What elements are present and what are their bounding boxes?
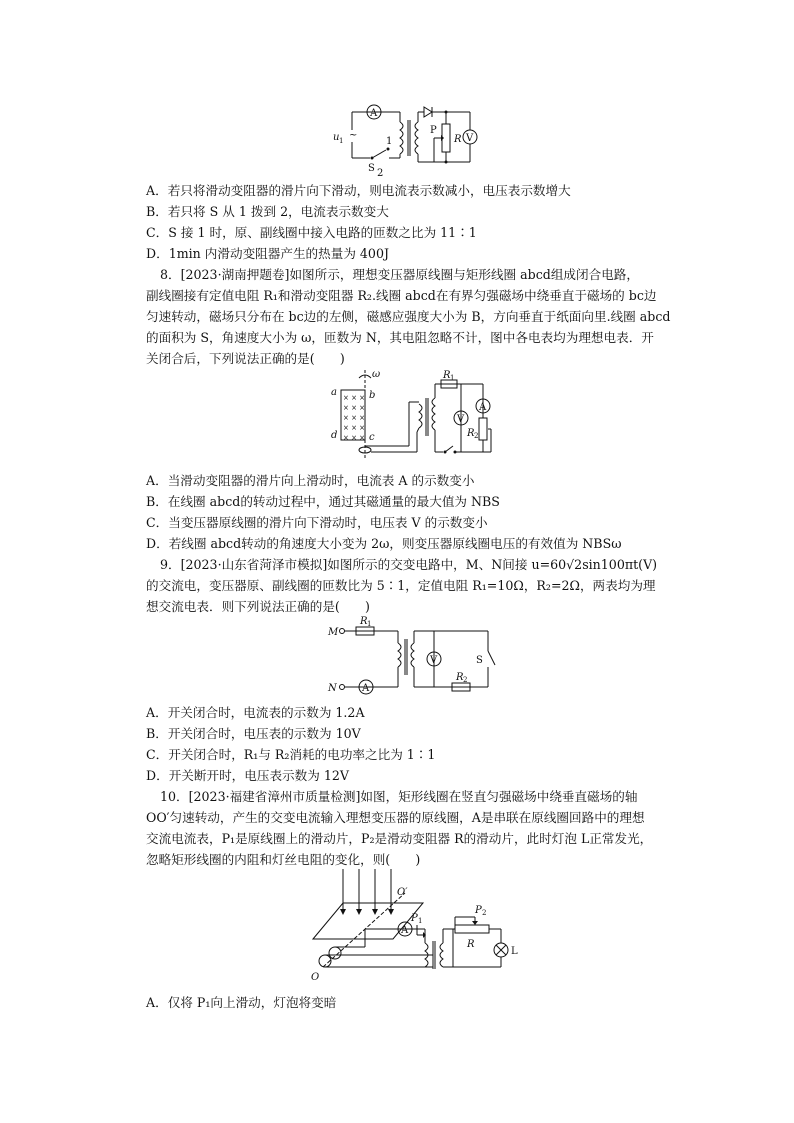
fig2-r1-label: R: [443, 370, 451, 381]
fig3-r2-sub: 2: [463, 676, 468, 684]
svg-text:× × ×: × × ×: [343, 404, 366, 412]
fig1-pos1: 1: [386, 136, 393, 147]
fig2-label-a: a: [331, 387, 337, 398]
q8-option-d: D．若线圈 abcd转动的角速度大小变为 2ω，则变压器原线圈电压的有效值为 NBSω: [146, 536, 622, 551]
fig2-r1-sub: 1: [450, 374, 455, 382]
fig4-axis: [323, 893, 405, 967]
svg-text:× × ×: × × ×: [343, 414, 366, 422]
fig1-resistor-label: R: [454, 134, 462, 145]
fig3-switch-label: S: [476, 655, 483, 666]
q8-stem-3: 匀速转动，磁场只分布在 bc边的左侧，磁感应强度大小为 B，方向垂直于纸面向里.线圈 abcd: [146, 309, 671, 324]
q8-stem-4: 的面积为 S，角速度大小为 ω，匝数为 N，其电阻忽略不计，图中各电表均为理想电表．开: [146, 330, 654, 345]
q8-option-a: A．当滑动变阻器的滑片向上滑动时，电流表 A 的示数变小: [146, 473, 475, 488]
q9-stem-2: 的交流电，变压器原、副线圈的匝数比为 5∶1，定值电阻 R₁=10Ω，R₂=2Ω，两表均为理: [146, 578, 656, 593]
fig2-omega: ω: [372, 369, 381, 380]
q8-stem-1: 8．[2023·湖南押题卷]如图所示，理想变压器原线圈与矩形线圈 abcd组成闭合电路，: [160, 267, 639, 282]
svg-text:× × ×: × × ×: [343, 434, 366, 442]
q7-option-d: D．1min 内滑动变阻器产生的热量为 400J: [146, 246, 390, 261]
fig3-r2-label: R: [456, 672, 464, 683]
fig4-field-arrows: [340, 869, 394, 915]
svg-text:× × ×: × × ×: [343, 424, 366, 432]
q10-stem-4: 忽略矩形线圈的内阻和灯丝电阻的变化，则( ): [146, 852, 421, 867]
fig3-r1-sub: 1: [367, 620, 372, 628]
fig1-source-label: u: [333, 132, 340, 143]
fig3-voltmeter-label: V: [430, 655, 438, 666]
fig2-r2-sub: 2: [474, 432, 479, 440]
fig1-slider-label: P: [430, 125, 437, 136]
fig4-p1-label: P: [411, 913, 418, 924]
fig4-p1-sub: 1: [418, 917, 423, 925]
fig2-label-d: d: [331, 430, 338, 441]
fig2-label-b: b: [369, 390, 376, 401]
q8-option-c: C．当变压器原线圈的滑片向下滑动时，电压表 V 的示数变小: [146, 515, 488, 530]
fig4-p2-sub: 2: [482, 909, 487, 917]
fig4-resistor-label: R: [467, 939, 475, 950]
fig4-label-o: O: [311, 972, 320, 983]
fig1-source-sub: 1: [339, 137, 344, 145]
q7-option-a: A．若只将滑动变阻器的滑片向下滑动，则电流表示数减小，电压表示数增大: [146, 183, 571, 198]
q9-option-a: A．开关闭合时，电流表的示数为 1.2A: [146, 705, 365, 720]
fig3-ammeter-label: A: [362, 683, 370, 694]
fig3-label-n: N: [328, 683, 337, 694]
fig2-r2: [479, 418, 487, 440]
svg-text:× × ×: × × ×: [343, 394, 366, 402]
fig2-ammeter-label: A: [479, 402, 487, 413]
q9-option-d: D．开关断开时，电压表示数为 12V: [146, 768, 349, 783]
fig3-r1-label: R: [360, 616, 368, 627]
fig1-pos2: 2: [377, 168, 384, 179]
fig4-lamp-label: L: [511, 946, 518, 957]
fig2-voltmeter-label: V: [457, 414, 465, 425]
fig1-voltmeter-label: V: [466, 133, 474, 144]
fig2-field-marks: [343, 394, 365, 442]
q9-stem-1: 9．[2023·山东省菏泽市模拟]如图所示的交变电路中，M、N间接 u=60√2sin100πt(V): [160, 557, 658, 572]
q8-option-b: B．在线圈 abcd的转动过程中，通过其磁通量的最大值为 NBS: [146, 494, 500, 509]
q7-option-c: C．S 接 1 时，原、副线圈中接入电路的匝数之比为 11∶1: [146, 225, 477, 240]
q8-stem-5: 关闭合后，下列说法正确的是( ): [146, 351, 345, 366]
q8-stem-2: 副线圈接有定值电阻 R₁和滑动变阻器 R₂.线圈 abcd在有界匀强磁场中绕垂直于磁场的 bc边: [146, 288, 657, 303]
q10-stem-2: OO′匀速转动，产生的交变电流输入理想变压器的原线圈，A是串联在原线圈回路中的理想: [146, 810, 645, 825]
fig4-p2-label: P: [475, 905, 482, 916]
q9-option-b: B．开关闭合时，电压表的示数为 10V: [146, 726, 361, 741]
q7-option-b: B．若只将 S 从 1 拨到 2，电流表示数变大: [146, 204, 389, 219]
fig2-label-c: c: [369, 432, 375, 443]
q9-option-c: C．开关闭合时，R₁与 R₂消耗的电功率之比为 1∶1: [146, 747, 436, 762]
figure-2-circuit: [325, 368, 500, 463]
q9-stem-3: 想交流电表．则下列说法正确的是( ): [146, 599, 370, 614]
fig4-resistor: [455, 925, 489, 933]
figure-3-circuit: [328, 615, 503, 695]
fig1-ammeter-label: A: [370, 108, 378, 119]
q10-stem-1: 10．[2023·福建省漳州市质量检测]如图，矩形线圈在竖直匀强磁场中绕垂直磁场的轴: [160, 789, 638, 804]
q10-stem-3: 交流电流表，P₁是原线圈上的滑动片，P₂是滑动变阻器 R的滑动片，此时灯泡 L正常发光，: [146, 831, 653, 846]
fig4-ammeter-label: A: [401, 925, 409, 936]
fig1-switch-label: S: [368, 163, 375, 174]
figure-4-generator: [305, 865, 530, 987]
fig4-label-o-prime: O′: [397, 887, 408, 898]
fig1-ac-symbol: ~: [349, 130, 358, 141]
fig2-r2-label: R: [467, 428, 475, 439]
figure-1-circuit: [330, 100, 480, 178]
fig3-label-m: M: [328, 627, 339, 638]
q10-option-a: A．仅将 P₁向上滑动，灯泡将变暗: [146, 995, 337, 1010]
